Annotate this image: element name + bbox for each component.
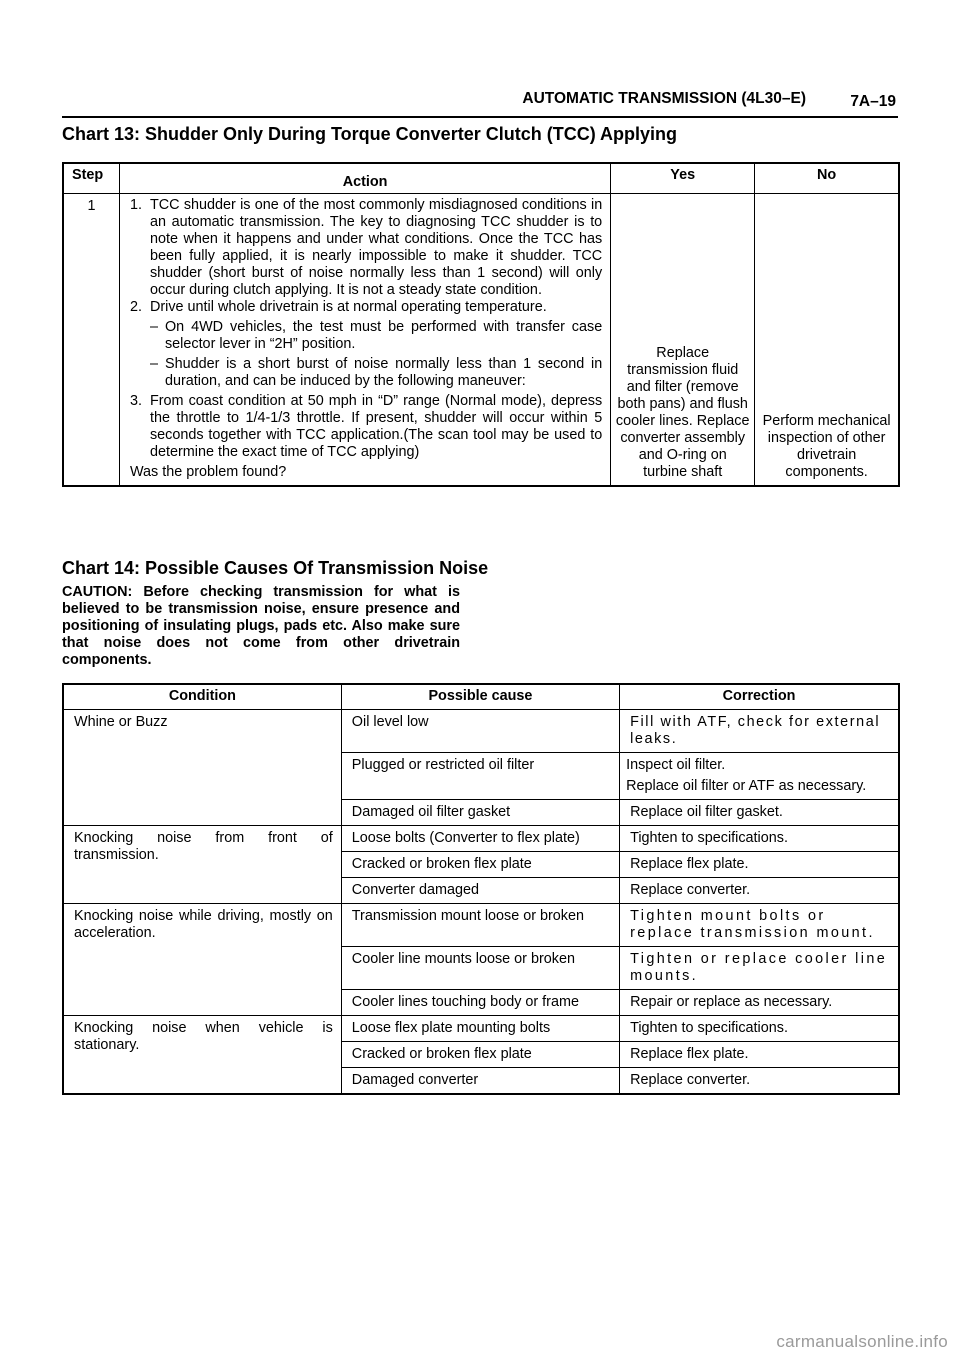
cause-cell: Oil level low [341,710,619,753]
correction-cell: Replace oil filter gasket. [620,800,899,826]
column-header-step: Step [63,163,119,194]
table-row [63,194,899,487]
cause-cell: Transmission mount loose or broken [341,904,619,947]
dash-bullet: – [149,356,158,372]
item-text: TCC shudder is one of the most commonly misdiagnosed conditions in an automatic transmission. The key to diagnosing TCC shudder is to note when it happens and under what conditions. Once the TCC has been fully applied, it is nearly impossible to make it shudder. TCC shudder (short burst of noise normally less than 1 second) will only occur during clutch applying. It is not a steady state condition. [149,197,603,298]
item-number: 3. [129,393,142,409]
chart14-table [62,683,900,1095]
item-text: Drive until whole drivetrain is at normal operating temperature. [149,299,547,315]
list-item [130,299,602,316]
correction-cell: Tighten to specifications. [620,1016,899,1042]
condition-cell: Whine or Buzz [63,710,341,826]
cause-cell: Loose flex plate mounting bolts [341,1016,619,1042]
table-row [63,710,899,753]
condition-cell: Knocking noise while driving, mostly on acceleration. [63,904,341,1016]
yes-text: Replace transmission fluid and filter (remove both pans) and flush cooler lines. Replace converter assembly and O-ring on turbine shaft [615,345,750,480]
step-number: 1 [63,194,119,487]
correction-line: Replace oil filter or ATF as necessary. [626,778,867,794]
list-item [130,197,602,299]
action-cell [119,194,610,487]
chart14-header-row [63,684,899,710]
section-title: AUTOMATIC TRANSMISSION (4L30–E) [522,90,806,107]
condition-cell: Knocking noise when vehicle is stationary. [63,1016,341,1095]
correction-cell [620,753,899,800]
correction-cell: Repair or replace as necessary. [620,990,899,1016]
correction-cell: Tighten or replace cooler line mounts. [620,947,899,990]
watermark: carmanualsonline.info [776,1332,948,1351]
cause-cell: Plugged or restricted oil filter [341,753,619,800]
correction-cell: Tighten mount bolts or replace transmission mount. [620,904,899,947]
chart13-table [62,162,900,487]
dash-bullet: – [149,319,158,335]
correction-cell: Fill with ATF, check for external leaks. [620,710,899,753]
table-row [63,826,899,852]
sub-list-item [130,319,602,353]
page-number: 7A–19 [850,93,896,110]
correction-cell: Replace converter. [620,1068,899,1095]
no-cell [755,194,899,487]
item-text: From coast condition at 50 mph in “D” range (Normal mode), depress the throttle to 1/4-1/3 throttle. If present, shudder will occur within 5 seconds together with TCC application.(The scan tool may be used to determine the exact time of TCC applying) [149,393,603,460]
cause-cell: Damaged converter [341,1068,619,1095]
cause-cell: Cracked or broken flex plate [341,1042,619,1068]
cause-cell: Cracked or broken flex plate [341,852,619,878]
correction-cell: Replace flex plate. [620,1042,899,1068]
sub-item-text: On 4WD vehicles, the test must be performed with transfer case selector lever in “2H” position. [164,319,603,352]
yes-cell [611,194,755,487]
cause-cell: Cooler lines touching body or frame [341,990,619,1016]
caution-note: CAUTION: Before checking transmission for what is believed to be transmission noise, ensure presence and positioning of insulating plugs, pads etc. Also make sure that noise does not come from other drivetrain components. [62,584,460,668]
question-text: Was the problem found? [129,464,287,480]
list-item [130,393,602,461]
item-number: 2. [129,299,142,315]
sub-list-item [130,356,602,390]
chart13-header-row [63,163,899,194]
cause-cell: Damaged oil filter gasket [341,800,619,826]
no-text: Perform mechanical inspection of other drivetrain components. [762,413,891,480]
correction-cell: Tighten to specifications. [620,826,899,852]
table-row [63,1016,899,1042]
column-header-yes: Yes [611,163,755,194]
cause-cell: Cooler line mounts loose or broken [341,947,619,990]
cause-cell: Converter damaged [341,878,619,904]
cause-cell: Loose bolts (Converter to flex plate) [341,826,619,852]
chart13-title: Chart 13: Shudder Only During Torque Converter Clutch (TCC) Applying [62,124,678,144]
correction-cell: Replace converter. [620,878,899,904]
correction-line: Inspect oil filter. [626,757,726,773]
table-row [63,904,899,947]
column-header-no: No [755,163,899,194]
item-number: 1. [129,197,142,213]
sub-item-text: Shudder is a short burst of noise normally less than 1 second in duration, and can be induced by the following maneuver: [164,356,603,389]
column-header-action: Action [119,163,610,194]
column-header-cause: Possible cause [341,684,619,710]
condition-cell: Knocking noise from front of transmission. [63,826,341,904]
correction-cell: Replace flex plate. [620,852,899,878]
page-header [62,88,898,118]
column-header-condition: Condition [63,684,341,710]
column-header-correction: Correction [620,684,899,710]
chart14-title: Chart 14: Possible Causes Of Transmission Noise [62,558,489,578]
